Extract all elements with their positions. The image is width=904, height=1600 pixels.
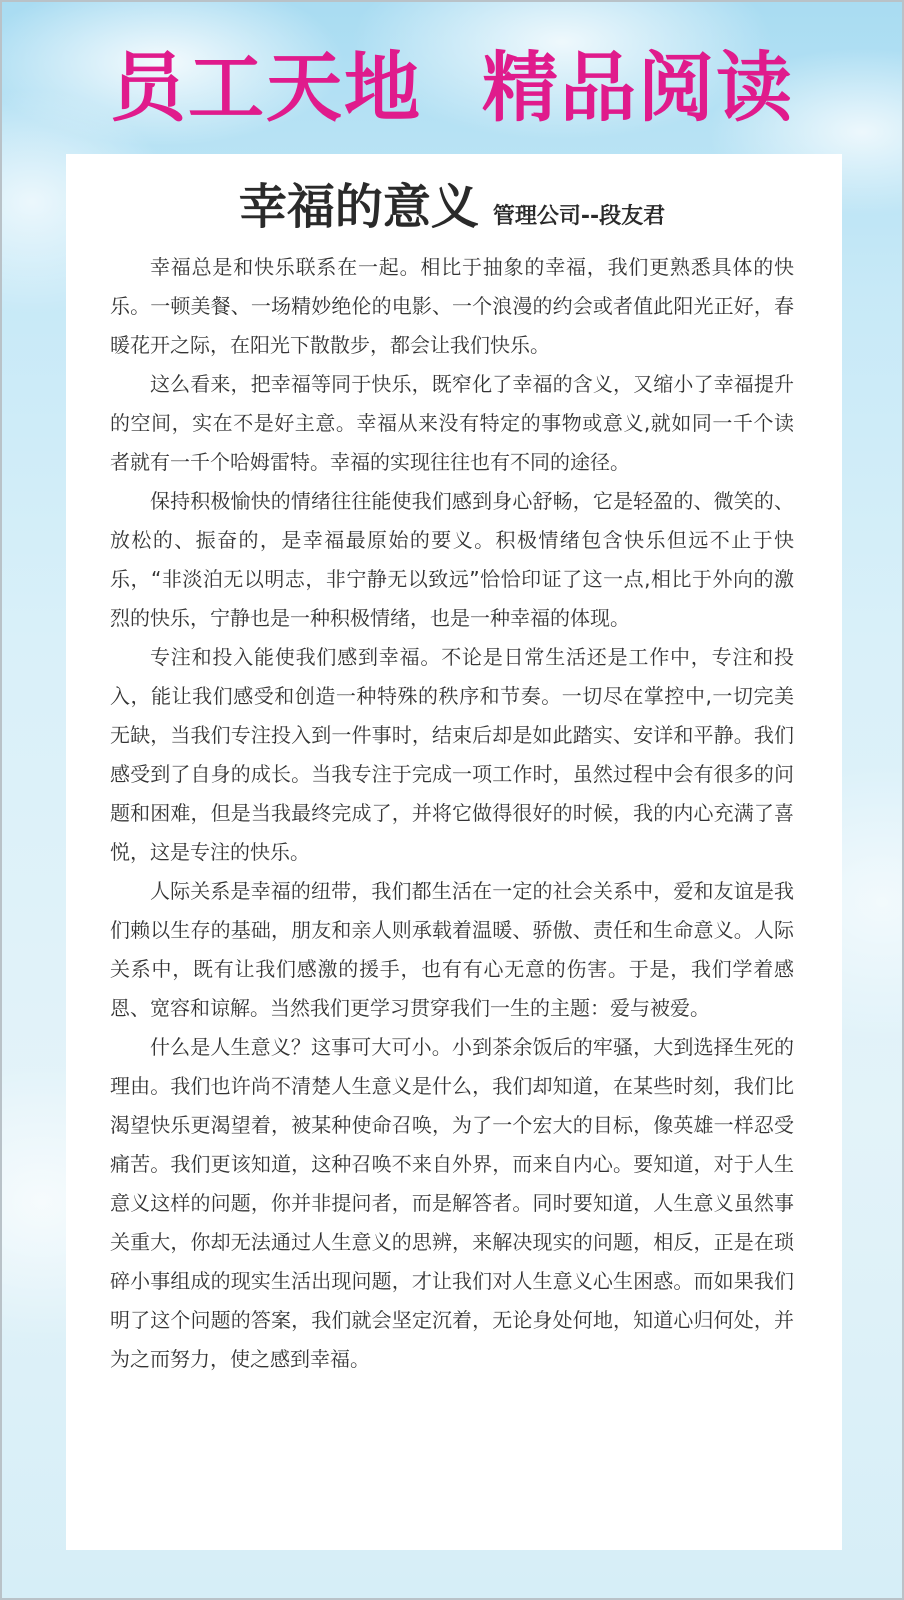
article-byline: 管理公司--段友君 xyxy=(492,204,666,229)
article-paragraph: 人际关系是幸福的纽带，我们都生活在一定的社会关系中，爱和友谊是我们赖以生存的基础，朋友和亲人则承载着温暖、骄傲、责任和生命意义。人际关系中，既有让我们感激的援手，也有有心无意的伤害。于是，我们学着感恩、宽容和谅解。当然我们更学习贯穿我们一生的主题：爱与被爱。 xyxy=(110,879,794,1020)
article-title: 幸福的意义 xyxy=(238,179,479,235)
article-paragraph: 这么看来，把幸福等同于快乐，既窄化了幸福的含义，又缩小了幸福提升的空间，实在不是好主意。幸福从来没有特定的事物或意义,就如同一千个读者就有一千个哈姆雷特。幸福的实现往往也有不同的途径。 xyxy=(110,372,794,474)
article-body xyxy=(110,248,794,1379)
article-panel xyxy=(66,154,842,1550)
article-header xyxy=(110,174,794,240)
article-paragraph: 专注和投入能使我们感到幸福。不论是日常生活还是工作中，专注和投入，能让我们感受和创造一种特殊的秩序和节奏。一切尽在掌控中,一切完美无缺，当我们专注投入到一件事时，结束后却是如此踏实、安详和平静。我们感受到了自身的成长。当我专注于完成一项工作时，虽然过程中会有很多的问题和困难，但是当我最终完成了，并将它做得很好的时候，我的内心充满了喜悦，这是专注的快乐。 xyxy=(110,645,794,864)
article-paragraph: 保持积极愉快的情绪往往能使我们感到身心舒畅，它是轻盈的、微笑的、放松的、振奋的，是幸福最原始的要义。积极情绪包含快乐但远不止于快乐，“非淡泊无以明志，非宁静无以致远”恰恰印证了这一点,相比于外向的激烈的快乐，宁静也是一种积极情绪，也是一种幸福的体现。 xyxy=(110,489,794,630)
article-paragraph: 幸福总是和快乐联系在一起。相比于抽象的幸福，我们更熟悉具体的快乐。一顿美餐、一场精妙绝伦的电影、一个浪漫的约会或者值此阳光正好，春暖花开之际，在阳光下散散步，都会让我们快乐。 xyxy=(110,255,794,357)
banner-left-text: 员工天地 xyxy=(110,43,422,132)
banner-right-text: 精品阅读 xyxy=(482,43,794,132)
article-paragraph: 什么是人生意义？这事可大可小。小到茶余饭后的牢骚，大到选择生死的理由。我们也许尚不清楚人生意义是什么，我们却知道，在某些时刻，我们比渴望快乐更渴望着，被某种使命召唤，为了一个宏大的目标，像英雄一样忍受痛苦。我们更该知道，这种召唤不来自外界，而来自内心。要知道，对于人生意义这样的问题，你并非提问者，而是解答者。同时要知道，人生意义虽然事关重大，你却无法通过人生意义的思辨，来解决现实的问题，相反，正是在琐碎小事组成的现实生活出现问题，才让我们对人生意义心生困惑。而如果我们明了这个问题的答案，我们就会坚定沉着，无论身处何地，知道心归何处，并为之而努力，使之感到幸福。 xyxy=(110,1035,794,1371)
banner-heading xyxy=(2,40,902,136)
